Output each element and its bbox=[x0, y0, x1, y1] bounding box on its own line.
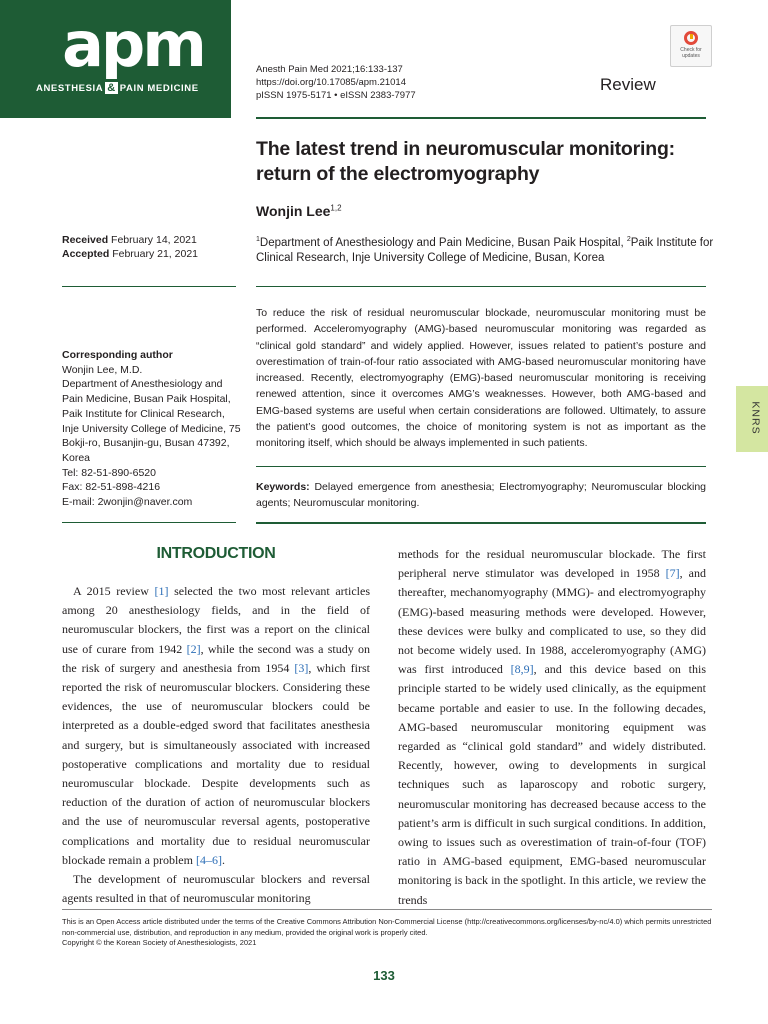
left-bottom-divider bbox=[62, 522, 236, 523]
check-badge-line1: Check for bbox=[680, 47, 702, 53]
page-number: 133 bbox=[373, 968, 395, 983]
text-run: , and this device based on this principle started to be widely used clinically, as the equipment became portable and easier to use. In the following decades, AMG-based neuromuscular monitoring equipment was regarded as “clinical gold standard” and widely distributed. Recently, however, owing to developments in surgical techniques such as laparoscopy and robotic surgery, neuromuscular monitoring has decreased because access to the patient’s arm is difficult in such surgical conditions. In addition, owing to issues such as overestimation of train-of-four (TOF) ratio in AMG-based equipment, EMG-based neuromuscular monitoring is back in the spotlight. In this article, we review the trends bbox=[398, 662, 707, 907]
logo-wordmark: apm bbox=[62, 8, 204, 81]
logo-subtitle bbox=[36, 82, 199, 94]
side-tab-label: KNRS bbox=[749, 401, 762, 435]
reference-link[interactable]: [7] bbox=[665, 566, 680, 581]
text-run: methods for the residual neuromuscular blockade. The first peripheral nerve stimulator was developed in 1958 bbox=[398, 547, 706, 581]
corr-line: Paik Institute for Clinical Research, bbox=[62, 407, 225, 420]
author-affil-marks: 1,2 bbox=[330, 203, 342, 213]
corresponding-author bbox=[62, 348, 242, 510]
issn-line: pISSN 1975-5171 • eISSN 2383-7977 bbox=[256, 90, 416, 101]
corr-line: Wonjin Lee, M.D. bbox=[62, 363, 143, 376]
corr-fax: Fax: 82-51-898-4216 bbox=[62, 481, 161, 494]
abstract-bottom-divider bbox=[256, 522, 706, 524]
article-type: Review bbox=[600, 75, 656, 94]
corr-line: Inje University College of Medicine, 75 bbox=[62, 422, 241, 435]
keywords-text: Delayed emergence from anesthesia; Electromyography; Neuromuscular blocking agents; Neuromuscular monitoring. bbox=[256, 481, 706, 510]
corr-line: Korea bbox=[62, 451, 91, 464]
received-label: Received bbox=[62, 234, 109, 246]
header-divider bbox=[256, 117, 706, 119]
text-run: , which first reported the risk of neuromuscular blockers. Considering these evidences, the use of neuromuscular blockers could be interpreted as a double-edged sword that facilitates anesthesia and surgery, but is simultaneously associated with increased postoperative complications and mortality due to residual neuromuscular blockade. Despite developments such as reduction of the duration of action of neuromuscular blockers and the use of neuromuscular reversal agents, postoperative complications and mortality due to residual neuromuscular blockade remain a problem bbox=[62, 660, 370, 867]
corr-line: Bokji-ro, Busanjin-gu, Busan 47392, bbox=[62, 437, 230, 450]
journal-logo bbox=[0, 0, 231, 118]
received-date: February 14, 2021 bbox=[111, 234, 197, 246]
accepted-date: February 21, 2021 bbox=[112, 248, 198, 260]
body-column-right bbox=[398, 545, 706, 910]
logo-subtitle-right: PAIN MEDICINE bbox=[119, 83, 199, 94]
accepted-label: Accepted bbox=[62, 248, 110, 260]
affiliations bbox=[256, 232, 716, 266]
logo-ampersand: & bbox=[107, 82, 116, 94]
corr-line: Department of Anesthesiology and bbox=[62, 378, 223, 391]
reference-link[interactable]: [3] bbox=[294, 660, 309, 675]
journal-citation bbox=[256, 63, 416, 102]
text-run: , and thereafter, mechanomyography (MMG)- and electromyography (EMG)-based measuring methods were developed. However, these devices were bulky and complicated to use, so they did not become widely used. In 1988, acceleromyography (AMG) was first introduced bbox=[398, 566, 707, 677]
abstract: To reduce the risk of residual neuromuscular blockade, neuromuscular monitoring must be performed. Acceleromyography (AMG)-based neuromuscular monitoring was regarded as “clinical gold standard” and widely applied. However, issues related to patient’s posture and overestimation of train-of-four ratio associated with AMG-based neuromuscular monitoring have increased. Recently, electromyography (EMG)-based neuromuscular monitoring is receiving renewed attention, since it overcomes AMG’s weaknesses. However, both AMG-based and EMG-based systems are useful when certain considerations are followed. Ultimately, to assure the patient’s good outcomes, the choice of monitoring system is not as important as the monitoring itself, which should be always implemented in such patients. bbox=[256, 307, 706, 450]
corr-line: Pain Medicine, Busan Paik Hospital, bbox=[62, 393, 231, 406]
copyright-text: Copyright © the Korean Society of Anesthesiologists, 2021 bbox=[62, 938, 257, 947]
body-column-left bbox=[62, 582, 370, 908]
text-run: , while the second was a study on the risk of surgery and anesthesia from 1954 bbox=[62, 641, 370, 675]
side-tab bbox=[736, 386, 768, 452]
check-badge-line2: updates bbox=[682, 53, 700, 59]
text-run: . bbox=[221, 852, 225, 867]
reference-link[interactable]: [4–6] bbox=[195, 852, 222, 867]
corr-heading: Corresponding author bbox=[62, 349, 173, 361]
author-name: Wonjin Lee bbox=[256, 203, 331, 219]
footer-divider bbox=[62, 909, 712, 910]
text-run: A 2015 review bbox=[73, 584, 155, 598]
doi-link[interactable]: https://doi.org/10.17085/apm.21014 bbox=[256, 77, 407, 88]
article-dates bbox=[62, 233, 198, 261]
keywords-label: Keywords: bbox=[256, 481, 310, 493]
corr-email[interactable]: E-mail: 2wonjin@naver.com bbox=[62, 496, 193, 509]
license-notice bbox=[62, 917, 712, 949]
reference-link[interactable]: [2] bbox=[186, 641, 201, 656]
keywords-divider bbox=[256, 466, 706, 467]
paragraph bbox=[62, 582, 370, 870]
logo-subtitle-left: ANESTHESIA bbox=[36, 83, 104, 94]
paragraph bbox=[398, 545, 706, 910]
abstract-top-divider bbox=[256, 286, 706, 287]
affil-1: Department of Anesthesiology and Pain Medicine, Busan Paik Hospital, bbox=[259, 236, 627, 249]
author-line bbox=[256, 203, 342, 219]
article-title: The latest trend in neuromuscular monitoring: return of the electromyography bbox=[256, 138, 675, 185]
affil-mark-2: 2 bbox=[626, 236, 631, 243]
affil-2: Paik Institute for Clinical Research, Inje University College of Medicine, Busan, Korea bbox=[256, 236, 714, 264]
reference-link[interactable]: [8,9] bbox=[510, 662, 534, 677]
reference-link[interactable]: [1] bbox=[154, 584, 169, 598]
license-text: This is an Open Access article distributed under the terms of the Creative Commons Attribution Non-Commercial License (http://creativecommons.org/licenses/by-nc/4.0) which permits unrestricted non-commercial use, distribution, and reproduction in any medium, provided the original work is properly cited. bbox=[62, 917, 712, 937]
citation-line: Anesth Pain Med 2021;16:133-137 bbox=[256, 64, 403, 75]
check-for-updates-badge[interactable] bbox=[670, 25, 712, 67]
keywords bbox=[256, 479, 706, 512]
text-run: selected the two most relevant articles among 20 anesthesiology fields, and in the field of neuromuscular blockers, the first was a report on the clinical use of curare from 1942 bbox=[62, 584, 371, 656]
corr-tel: Tel: 82-51-890-6520 bbox=[62, 466, 156, 479]
crossmark-icon bbox=[684, 31, 698, 45]
section-heading: INTRODUCTION bbox=[156, 545, 276, 562]
left-divider bbox=[62, 286, 236, 287]
paragraph: The development of neuromuscular blockers and reversal agents resulted in that of neuromuscular monitoring bbox=[62, 872, 370, 906]
affil-mark-1: 1 bbox=[256, 236, 260, 243]
